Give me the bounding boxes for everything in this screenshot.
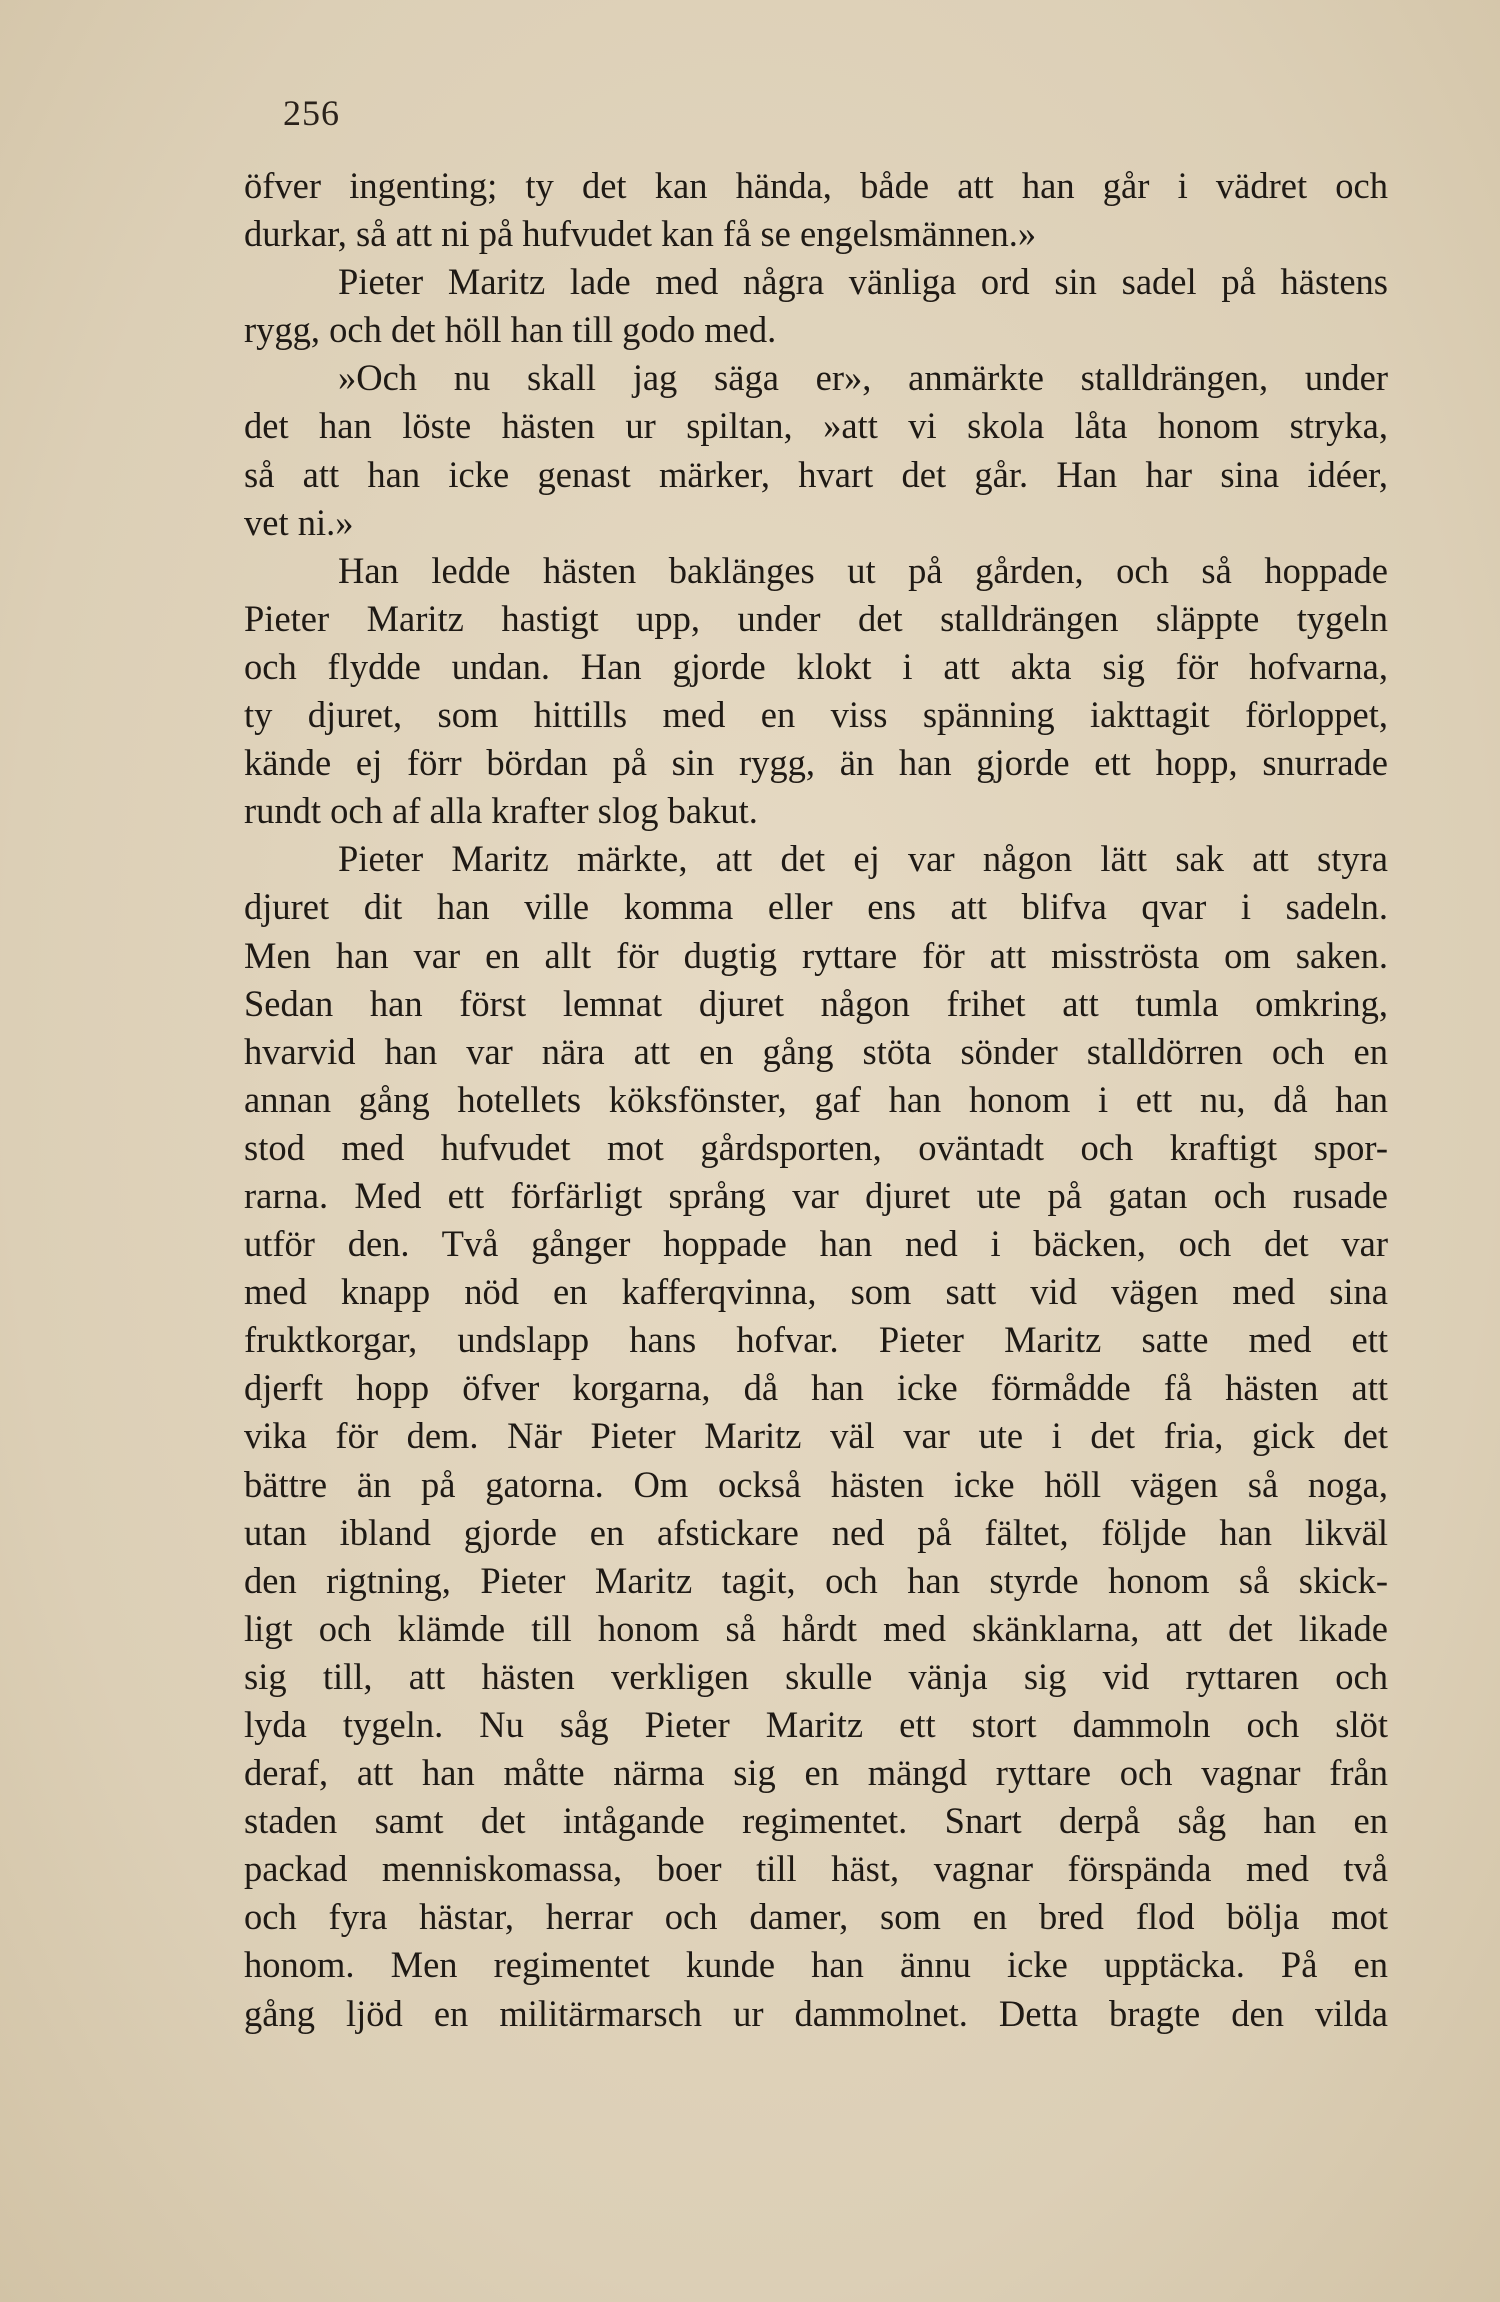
text-line: rundt och af alla krafter slog bakut.	[244, 790, 758, 832]
text-line: bättre än på gatorna. Om också hästen icke höll vägen så noga,	[244, 1463, 1388, 1505]
text-line: kände ej förr bördan på sin rygg, än han gjorde ett hopp, snurrade	[244, 742, 1388, 784]
text-line: Han ledde hästen baklänges ut på gården, och så hoppade	[338, 549, 1388, 591]
text-line: Pieter Maritz märkte, att det ej var någon lätt sak att styra	[338, 838, 1388, 880]
text-line: staden samt det intågande regimentet. Snart derpå såg han en	[244, 1800, 1388, 1842]
text-line: annan gång hotellets köksfönster, gaf han honom i ett nu, då han	[244, 1078, 1388, 1120]
text-line: öfver ingenting; ty det kan hända, både att han går i vädret och	[244, 165, 1388, 206]
text-line: djuret dit han ville komma eller ens att blifva qvar i sadeln.	[244, 886, 1388, 928]
text-line: deraf, att han måtte närma sig en mängd ryttare och vagnar från	[244, 1752, 1388, 1794]
text-line: och fyra hästar, herrar och damer, som en bred flod bölja mot	[244, 1896, 1388, 1938]
text-line: honom. Men regimentet kunde han ännu icke upptäcka. På en	[244, 1944, 1388, 1986]
text-line: durkar, så att ni på hufvudet kan få se engelsmännen.»	[244, 213, 1037, 255]
page-number: 256	[283, 93, 340, 133]
text-line: sig till, att hästen verkligen skulle vänja sig vid ryttaren och	[244, 1655, 1388, 1697]
text-line: Men han var en allt för dugtig ryttare för att misströsta om saken.	[244, 934, 1388, 976]
text-line: ligt och klämde till honom så hårdt med skänklarna, att det likade	[244, 1607, 1388, 1649]
text-line: fruktkorgar, undslapp hans hofvar. Pieter Maritz satte med ett	[244, 1319, 1388, 1361]
text-line: gång ljöd en militärmarsch ur dammolnet. Detta bragte den vilda	[244, 1992, 1388, 2034]
text-line: det han löste hästen ur spiltan, »att vi skola låta honom stryka,	[244, 405, 1388, 447]
text-line: vet ni.»	[244, 501, 354, 543]
text-line: hvarvid han var nära att en gång stöta sönder stalldörren och en	[244, 1030, 1388, 1072]
text-line: lyda tygeln. Nu såg Pieter Maritz ett stort dammoln och slöt	[244, 1704, 1388, 1745]
text-line: den rigtning, Pieter Maritz tagit, och han styrde honom så skick-	[244, 1559, 1388, 1601]
text-line: Sedan han först lemnat djuret någon frihet att tumla omkring,	[244, 982, 1388, 1024]
text-line: med knapp nöd en kafferqvinna, som satt vid vägen med sina	[244, 1271, 1388, 1313]
text-line: rarna. Med ett förfärligt språng var djuret ute på gatan och rusade	[244, 1174, 1388, 1216]
text-line: packad menniskomassa, boer till häst, vagnar förspända med två	[244, 1848, 1388, 1890]
body-text	[244, 162, 1388, 2038]
text-line: så att han icke genast märker, hvart det går. Han har sina idéer,	[244, 453, 1388, 495]
text-line: utan ibland gjorde en afstickare ned på fältet, följde han likväl	[244, 1511, 1388, 1553]
text-line: djerft hopp öfver korgarna, då han icke förmådde få hästen att	[244, 1367, 1388, 1409]
text-line: Pieter Maritz hastigt upp, under det stalldrängen släppte tygeln	[244, 597, 1388, 639]
text-line: ty djuret, som hittills med en viss spänning iakttagit förloppet,	[244, 694, 1388, 736]
text-line: och flydde undan. Han gjorde klokt i att akta sig för hofvarna,	[244, 645, 1388, 687]
text-line: vika för dem. När Pieter Maritz väl var ute i det fria, gick det	[244, 1415, 1388, 1457]
text-line: »Och nu skall jag säga er», anmärkte stalldrängen, under	[338, 357, 1388, 399]
text-line: rygg, och det höll han till godo med.	[244, 309, 777, 351]
text-line: utför den. Två gånger hoppade han ned i bäcken, och det var	[244, 1223, 1388, 1265]
text-line: Pieter Maritz lade med några vänliga ord sin sadel på hästens	[338, 261, 1388, 303]
text-line: stod med hufvudet mot gårdsporten, oväntadt och kraftigt spor-	[244, 1126, 1388, 1168]
